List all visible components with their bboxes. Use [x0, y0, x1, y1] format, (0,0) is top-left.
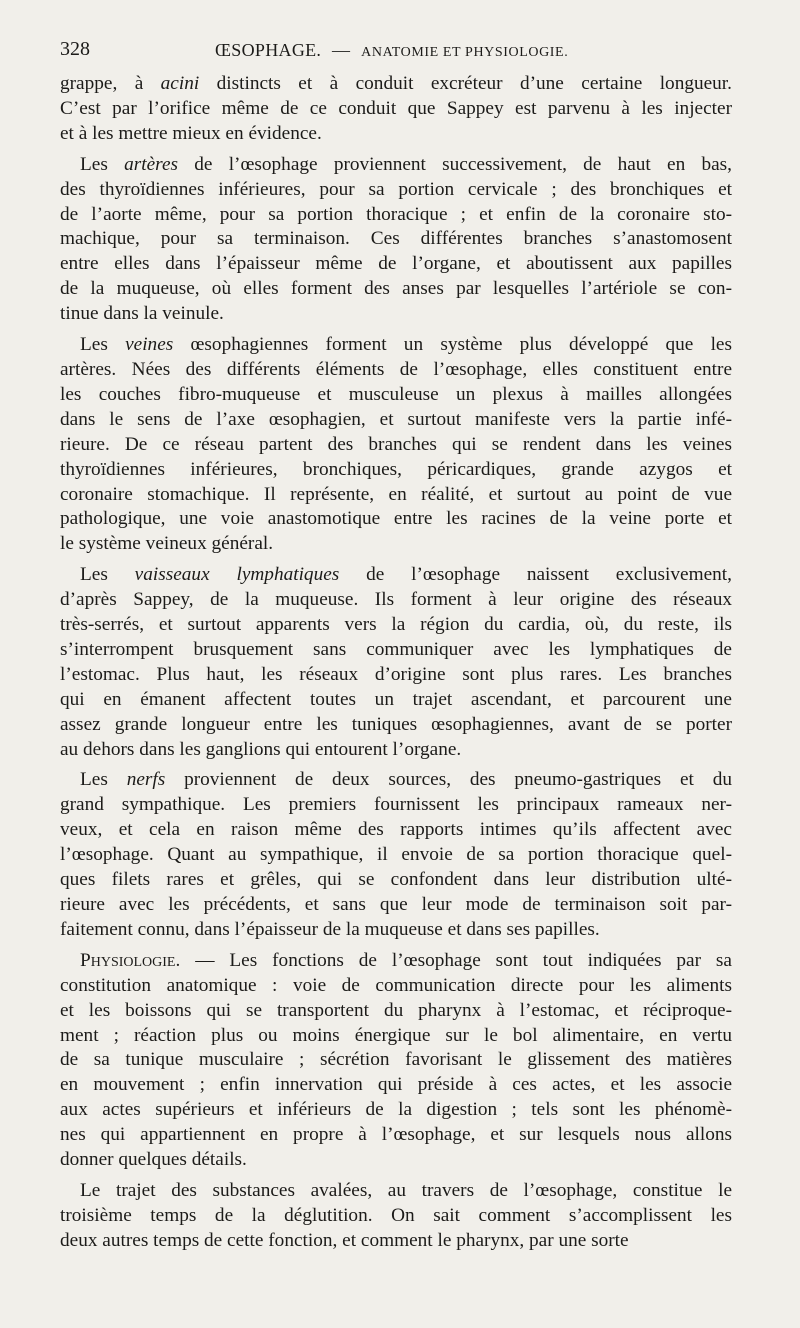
italic-term: vaisseaux lymphatiques: [134, 564, 340, 586]
text-line: Le trajet des substances avalées, au travers de l’œsophage, constitue le: [80, 1179, 732, 1201]
text-line: pathologique, une voie anastomotique entre les racines de la veine porte et: [60, 508, 732, 530]
body-text: [60, 72, 732, 1254]
text-line: constitution anatomique : voie de communication directe pour les aliments: [60, 974, 732, 996]
text-line: troisième temps de la déglutition. On sait comment s’accomplissent les: [60, 1204, 732, 1226]
paragraph: [60, 1179, 732, 1254]
text-line: coronaire stomachique. Il représente, en réalité, et surtout au point de vue: [60, 483, 732, 505]
text-line: entre elles dans l’épaisseur même de l’organe, et aboutissent aux papilles: [60, 253, 732, 275]
text-line: au dehors dans les ganglions qui entourent l’organe.: [60, 738, 462, 760]
paragraph: [60, 333, 732, 557]
text-line: Les nerfs proviennent de deux sources, des pneumo-gastriques et du: [80, 769, 732, 791]
running-title: [215, 40, 568, 61]
text-line: faitement connu, dans l’épaisseur de la muqueuse et dans ses papilles.: [60, 918, 600, 940]
paragraph: [60, 563, 732, 762]
text-line: l’œsophage. Quant au sympathique, il envoie de sa portion thoracique quel-: [60, 844, 732, 866]
text-line: artères. Nées des différents éléments de l’œsophage, elles constituent entre: [60, 358, 732, 380]
text-line: l’estomac. Plus haut, les réseaux d’origine sont plus rares. Les branches: [60, 663, 732, 685]
text-line: de la muqueuse, où elles forment des anses par lesquelles l’artériole se con-: [60, 278, 732, 300]
italic-term: acini: [160, 73, 200, 94]
text-line: dans le sens de l’axe œsophagien, et surtout manifeste vers la partie infé-: [60, 408, 732, 430]
text-line: deux autres temps de cette fonction, et comment le pharynx, par une sorte: [60, 1229, 629, 1251]
italic-term: nerfs: [126, 769, 166, 791]
text-line: ques filets rares et grêles, qui se confondent dans leur distribution ulté-: [60, 869, 732, 891]
text-line: rieure avec les précédents, et sans que leur mode de terminaison soit par-: [60, 894, 732, 915]
text-line: tinue dans la veinule.: [60, 303, 224, 325]
text-line: de l’aorte même, pour sa portion thoracique ; et enfin de la coronaire sto-: [60, 203, 732, 225]
paragraph: [60, 72, 732, 147]
page-number: 328: [60, 38, 90, 60]
text-line: de sa tunique musculaire ; sécrétion favorisant le glissement des matières: [60, 1049, 732, 1071]
text-line: aux actes supérieurs et inférieurs de la digestion ; tels sont les phénomè-: [60, 1099, 732, 1121]
text-line: et les boissons qui se transportent du pharynx à l’estomac, et réciproque-: [60, 999, 732, 1021]
text-line: assez grande longueur entre les tuniques œsophagiennes, avant de se porter: [60, 713, 732, 735]
text-line: Les vaisseaux lymphatiques de l’œsophage naissent exclusivement,: [80, 564, 732, 586]
running-title-sub: ANATOMIE ET PHYSIOLOGIE.: [361, 45, 569, 60]
italic-term: artères: [124, 153, 179, 175]
running-title-main: ŒSOPHAGE.: [215, 40, 322, 60]
italic-term: veines: [125, 334, 174, 356]
text-line: des thyroïdiennes inférieures, pour sa portion cervicale ; des bronchiques et: [60, 178, 732, 200]
text-line: machique, pour sa terminaison. Ces différentes branches s’anastomosent: [60, 228, 732, 250]
text-line: ment ; réaction plus ou moins énergique sur le bol alimentaire, en vertu: [60, 1024, 732, 1046]
text-line: rieure. De ce réseau partent des branches qui se rendent dans les veines: [60, 433, 732, 455]
section-heading: Physiologie.: [80, 949, 181, 971]
text-line: les couches fibro-muqueuse et musculeuse un plexus à mailles allongées: [60, 383, 732, 405]
text-line: très-serrés, et surtout apparents vers la région du cardia, où, du reste, ils: [60, 614, 732, 636]
paragraph: [60, 768, 732, 942]
text-line: le système veineux général.: [60, 533, 274, 555]
text-line: grappe, à acini distincts et à conduit excréteur d’une certaine longueur.: [60, 73, 732, 94]
paragraph: [60, 153, 732, 327]
text-line: grand sympathique. Les premiers fournissent les principaux rameaux ner-: [60, 794, 732, 816]
text-line: veux, et cela en raison même des rapports intimes qu’ils affectent avec: [60, 819, 732, 841]
paragraph: [60, 949, 732, 1173]
running-title-separator: —: [332, 40, 351, 60]
text-line: thyroïdiennes inférieures, bronchiques, péricardiques, grande azygos et: [60, 458, 732, 480]
text-line: Les artères de l’œsophage proviennent successivement, de haut en bas,: [80, 153, 732, 175]
text-line: en mouvement ; enfin innervation qui préside à ces actes, et les associe: [60, 1074, 732, 1096]
text-line: s’interrompent brusquement sans communiquer avec les lymphatiques de: [60, 638, 732, 660]
text-line: et à les mettre mieux en évidence.: [60, 122, 322, 144]
text-line: Physiologie. — Les fonctions de l’œsophage sont tout indiquées par sa: [80, 949, 732, 971]
text-line: nes qui appartiennent en propre à l’œsophage, et sur lesquels nous allons: [60, 1124, 732, 1146]
text-line: Les veines œsophagiennes forment un système plus développé que les: [80, 334, 732, 356]
running-header: [60, 38, 740, 68]
text-line: d’après Sappey, de la muqueuse. Ils forment à leur origine des réseaux: [60, 589, 732, 611]
text-line: C’est par l’orifice même de ce conduit que Sappey est parvenu à les injecter: [60, 97, 732, 119]
text-line: donner quelques détails.: [60, 1149, 247, 1171]
text-line: qui en émanent affectent toutes un trajet ascendant, et parcourent une: [60, 688, 732, 710]
